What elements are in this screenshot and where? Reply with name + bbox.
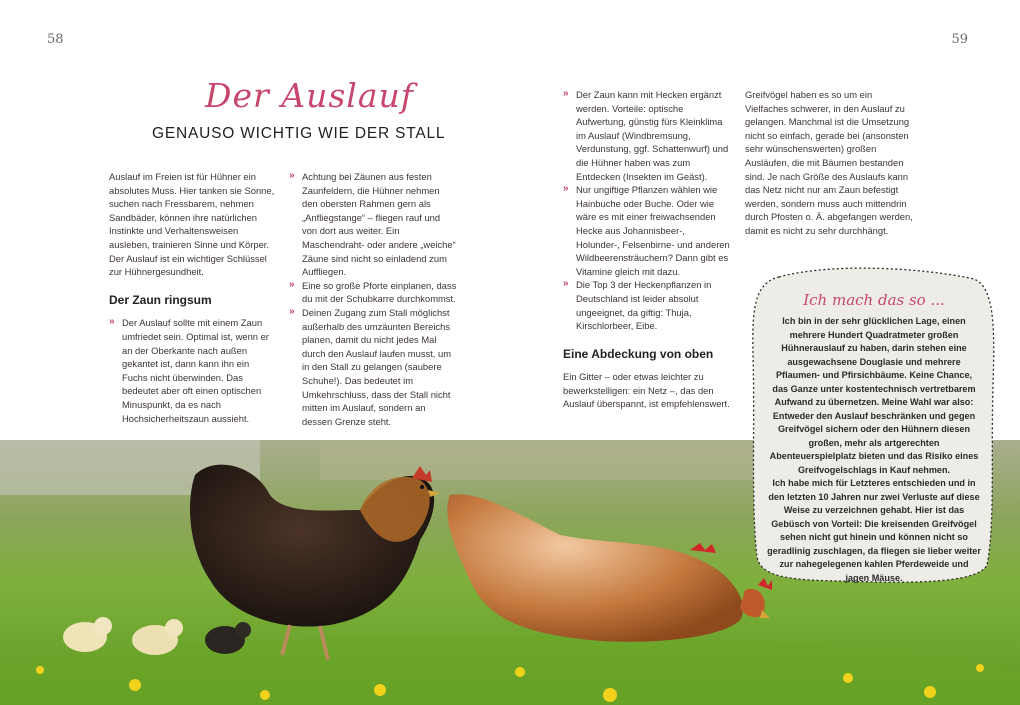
bullet-item: » Nur ungiftige Pflanzen wählen wie Hainbuche oder Buche. Oder wie wäre es mit einer freiwachsenden Hecke aus Johannisbeer-, Holunder-, Felsenbirne- und anderen Wildbeerensträuchern? Dann gibt es Vitamine gleich mit dazu. (563, 183, 731, 278)
text-column-4 (745, 88, 915, 238)
cover-paragraph: Ein Gitter – oder etwas leichter zu bewerkstelligen: ein Netz –, das den Auslauf überspannt, ist empfehlenswert. (563, 371, 730, 410)
page-number-left: 58 (47, 32, 64, 47)
section-heading-cover: Eine Abdeckung von oben (563, 346, 714, 361)
page-subtitle: GENAUSO WICHTIG WIE DER STALL (152, 125, 446, 142)
note-paragraph-2: Ich habe mich für Letzteres entschieden und in den letzten 10 Jahren nur zwei Verluste auf diese Weise zu verzeichnen gehabt. Hier ist das Gebüsch von Vorteil: Die kreisenden Greifvögel sehen nicht gut hinein und können nicht so geradlinig zuschlagen, da fliegen sie lieber weiter zur nahegelegenen kahlen Pferdeweide und jagen Mäuse. (767, 478, 981, 583)
page-number-right: 59 (951, 32, 968, 47)
page-title: Der Auslauf (205, 76, 414, 115)
note-paragraph-1: Ich bin in der sehr glücklichen Lage, einen mehrere Hundert Quadratmeter großen Hühnerauslauf zu haben, darin stehen eine ausgewachsene Douglasie und mehrere Pflaumen- und Pfirsichbäume. Keine Chance, das Ganze unter kostentechnisch vertretbarem Aufwand zu übernetzen. Meine Wahl war also: Entweder den Auslauf beschränken und gegen Greifvögel sichern oder den Hühnern diesen großen, mehr als artgerechten Abenteuerspielplatz bieten und das Risiko eines Greifvogelschlags in Kauf nehmen. (769, 316, 979, 475)
bullet-item: » Achtung bei Zäunen aus festen Zaunfeldern, die Hühner nehmen den obersten Rahmen gern als „Anfliegstange“ – fliegen rauf und von dort aus weiter. Ein Maschendraht- oder andere „weiche“ Zäune sind nicht so einladend zum Auffliegen. (289, 170, 457, 279)
bullet-item: » Eine so große Pforte einplanen, dass du mit der Schubkarre durchkommst. (289, 279, 457, 306)
note-title: Ich mach das so ... (803, 291, 945, 309)
bullet-item: » Deinen Zugang zum Stall möglichst außerhalb des umzäunten Bereichs planen, damit du nicht jedes Mal durch den Auslauf laufen musst, um in den Stall zu gelangen (saubere Schuhe!). Das bedeutet im Umkehrschluss, dass der Stall nicht mitten im Auslauf, sondern an dessen Grenze steht. (289, 306, 457, 428)
bullet-item: » Die Top 3 der Heckenpflanzen in Deutschland ist leider absolut ungeeignet, da giftig: Thuja, Kirschlorbeer, Eibe. (563, 278, 731, 332)
text-column-2 (289, 170, 457, 428)
bullet-item: » Der Zaun kann mit Hecken ergänzt werden. Vorteile: optische Aufwertung, günstig fürs Kleinklima im Auslauf (Windbremsung, Verdunstung, ggf. Schattenwurf) und die Hühner haben was zum Entdecken (Insekten im Geäst). (563, 88, 731, 183)
section-heading-fence: Der Zaun ringsum (109, 292, 212, 307)
tip-note-box (749, 265, 999, 587)
text-column-3 (563, 88, 731, 411)
text-column-1 (109, 170, 277, 425)
continued-paragraph: Greifvögel haben es so um ein Vielfaches schwerer, in den Auslauf zu gelangen. Manchmal ist die Umsetzung nicht so einfach, gerade bei (ansonsten sehr wünschenswerten) großen Ausläufen, die mit Bäumen bestanden sind. Je nach Größe des Auslaufs kann das Netz nicht nur am Zaun befestigt werden, sondern muss auch mittendrin durch Pfosten o. Ä. abgefangen werden, damit es nicht zu sehr durchhängt. (745, 89, 913, 236)
bullet-item: » Der Auslauf sollte mit einem Zaun umfriedet sein. Optimal ist, wenn er an der Oberkante nach außen gekantet ist, dann kann ihn ein Fuchs nicht überwinden. Das bedeutet aber oft einen optischen Minuspunkt, da es nach Hochsicherheitszaun aussieht. (109, 316, 277, 425)
intro-paragraph: Auslauf im Freien ist für Hühner ein absolutes Muss. Hier tanken sie Sonne, suchen nach Fressbarem, nehmen Sandbäder, können ihre natürlichen Instinkte und Verhaltensweisen ausleben, trainieren Sinne und Körper. Der Auslauf ist ein wichtiger Schlüssel zur Hühnergesundheit. (109, 171, 275, 278)
